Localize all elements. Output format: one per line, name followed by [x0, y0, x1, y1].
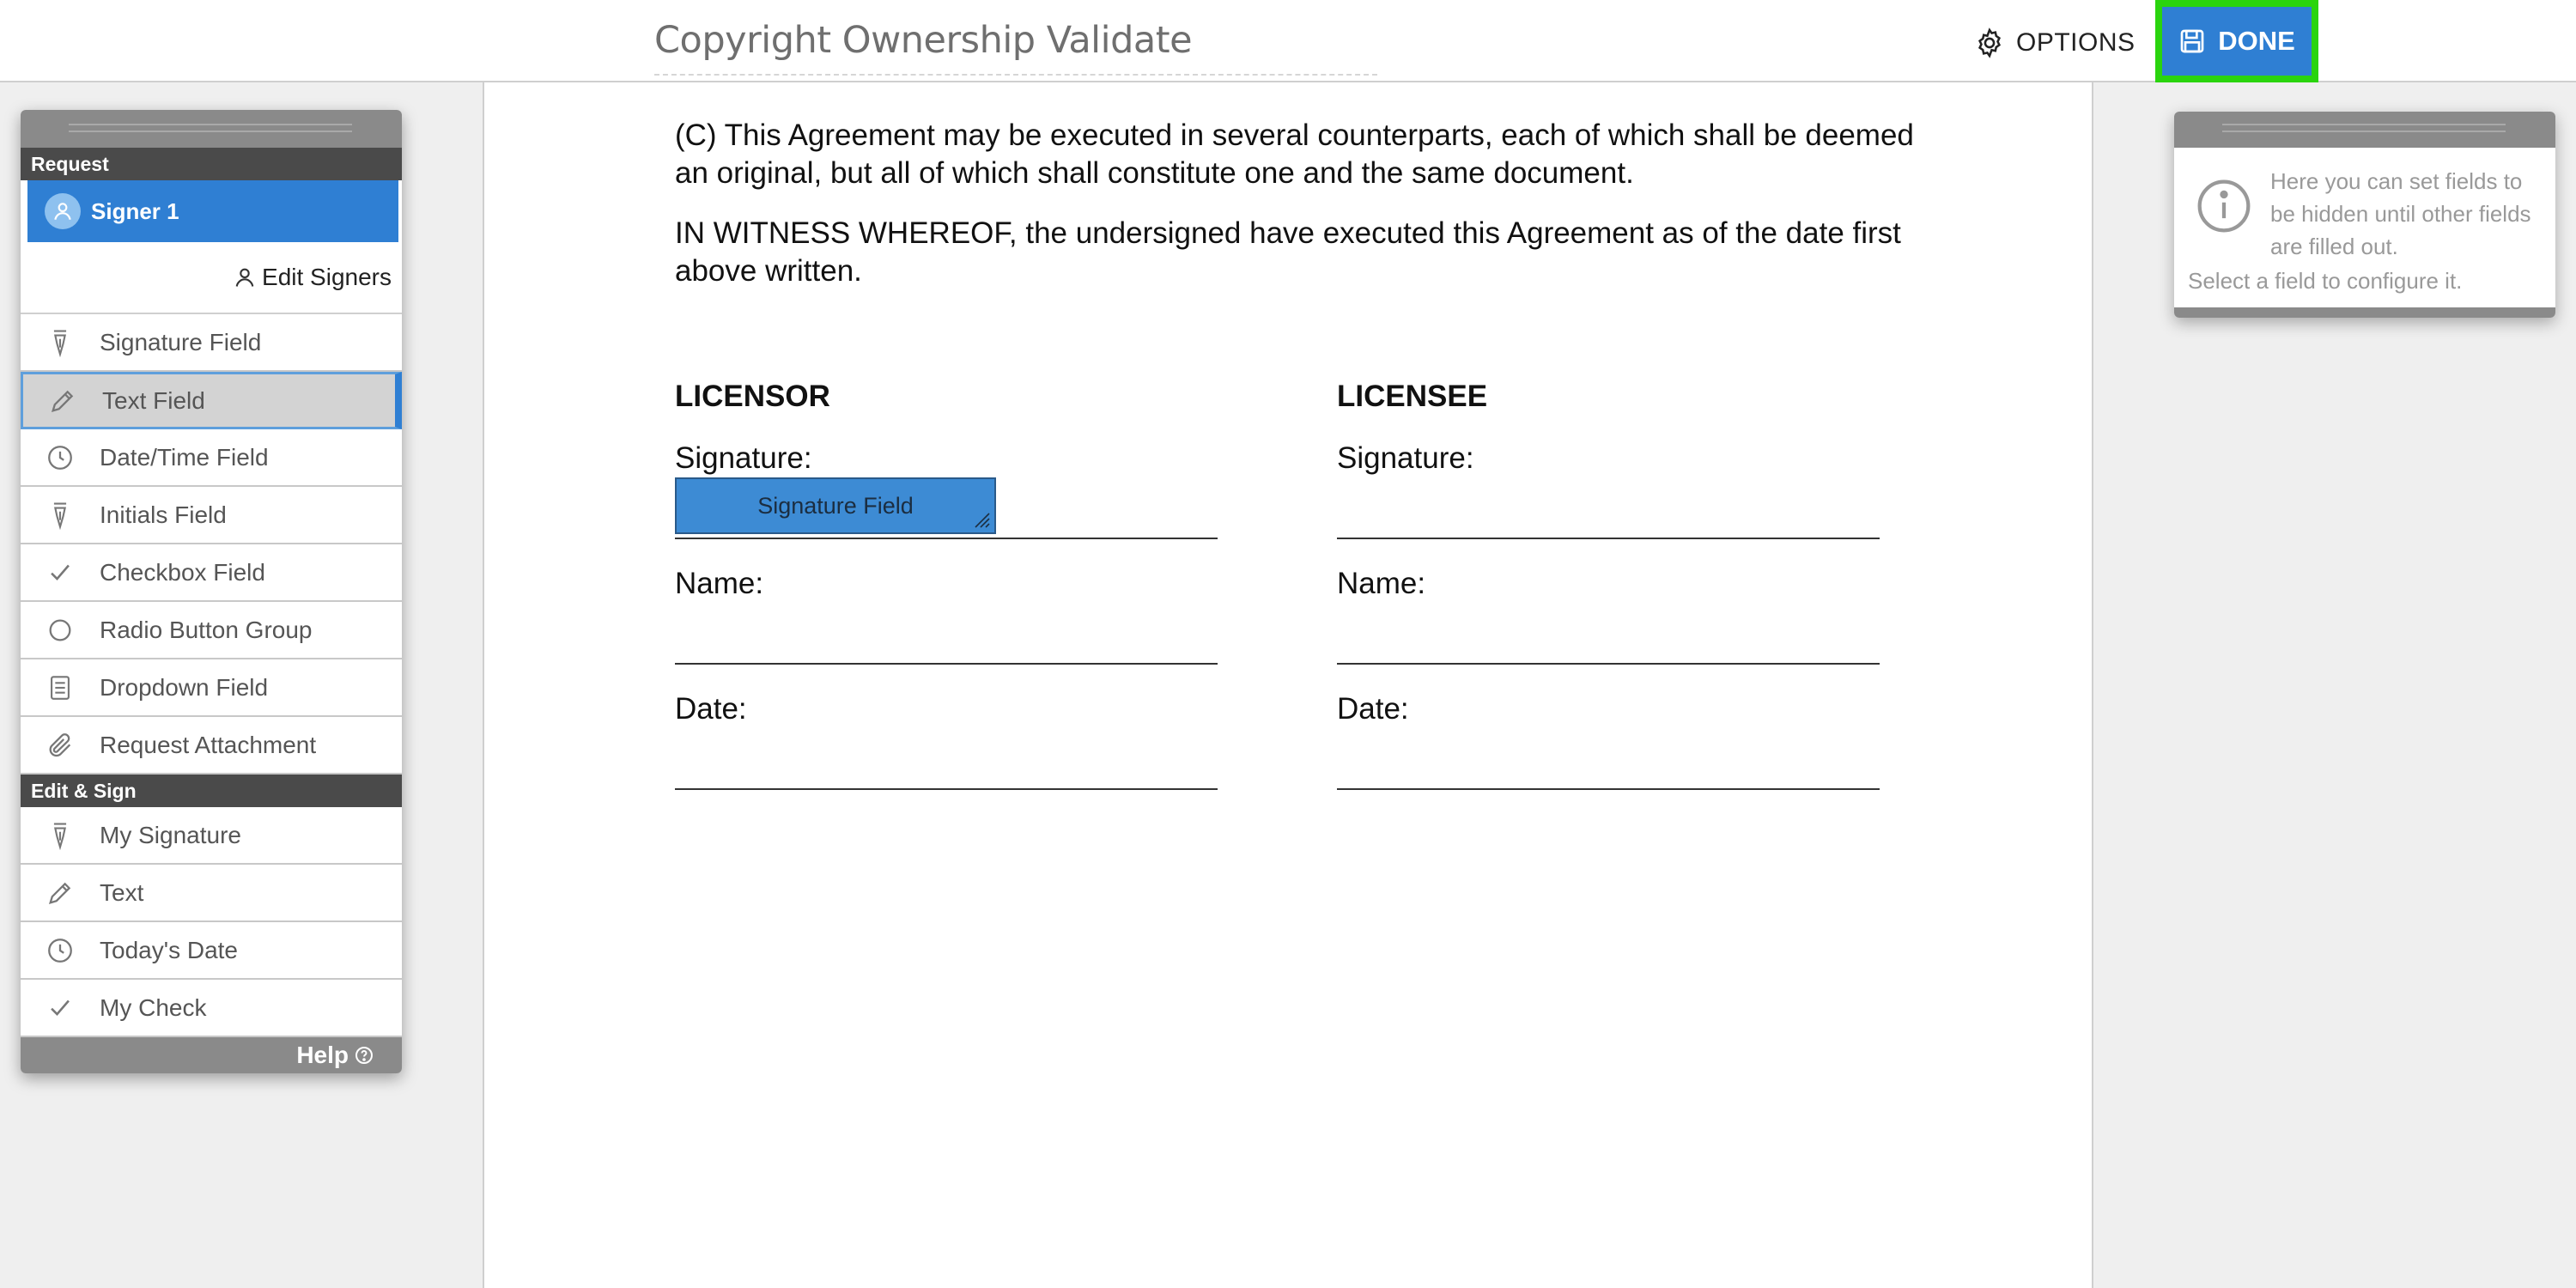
tool-label: Signature Field	[100, 328, 262, 355]
tool-text[interactable]	[21, 865, 402, 922]
radio-circle-icon	[21, 616, 100, 645]
tool-label: Radio Button Group	[100, 616, 313, 643]
tool-label: My Signature	[100, 821, 241, 848]
conditional-fields-info	[2174, 112, 2555, 318]
licensor-date-label: Date:	[675, 692, 747, 726]
licensor-signature-line	[675, 538, 1218, 539]
options-label: OPTIONS	[2016, 28, 2136, 57]
licensee-name-line	[1337, 663, 1880, 665]
checkmark-icon	[21, 558, 100, 587]
edit-sign-tools-list	[21, 807, 402, 1037]
question-circle-icon	[354, 1045, 374, 1066]
request-tools-list	[21, 314, 402, 775]
save-icon	[2178, 27, 2206, 55]
help-button[interactable]	[21, 1037, 402, 1073]
gear-icon	[1973, 27, 2006, 59]
licensor-name-label: Name:	[675, 567, 764, 600]
licensor-date-line	[675, 788, 1218, 790]
edit-signers-label: Edit Signers	[262, 264, 392, 290]
licensee-date-line	[1337, 788, 1880, 790]
pen-nib-icon	[21, 821, 100, 850]
tool-initials-field[interactable]	[21, 487, 402, 544]
edit-sign-section-header: Edit & Sign	[21, 775, 402, 807]
tool-label: Date/Time Field	[100, 443, 269, 471]
pen-nib-icon	[21, 328, 100, 357]
top-bar	[0, 0, 2576, 82]
pencil-icon	[23, 386, 102, 416]
paragraph-counterparts: (C) This Agreement may be executed in several counterparts, each of which shall be deemed an original, but all of which shall constitute one and the same document.	[675, 118, 1914, 190]
licensee-signature-line	[1337, 538, 1880, 539]
tool-dropdown-field[interactable]	[21, 659, 402, 717]
document-title[interactable]: Copyright Ownership Validate	[654, 19, 1377, 76]
tool-label: Dropdown Field	[100, 673, 269, 701]
request-section-header: Request	[21, 148, 402, 180]
options-button[interactable]	[1973, 26, 2136, 60]
info-text: Here you can set fields to be hidden until other fields are filled out.	[2270, 168, 2531, 259]
help-label: Help	[296, 1042, 349, 1068]
placed-signature-field-label: Signature Field	[757, 492, 914, 519]
signer-selector[interactable]	[27, 180, 398, 242]
signer-name: Signer 1	[91, 197, 179, 224]
person-icon	[233, 265, 257, 289]
user-avatar-icon	[45, 193, 81, 229]
clock-icon	[21, 443, 100, 472]
dropdown-list-icon	[21, 673, 100, 702]
tool-signature-field[interactable]	[21, 314, 402, 372]
tool-label: Checkbox Field	[100, 558, 265, 586]
tool-date-time-field[interactable]	[21, 429, 402, 487]
tool-label: Text Field	[102, 386, 205, 414]
licensee-heading: LICENSEE	[1337, 380, 1488, 413]
tool-label: Request Attachment	[100, 731, 317, 758]
paragraph-witness: IN WITNESS WHEREOF, the undersigned have executed this Agreement as of the date first above written.	[675, 216, 1901, 288]
licensor-name-line	[675, 663, 1218, 665]
info-icon	[2195, 177, 2253, 235]
tool-checkbox-field[interactable]	[21, 544, 402, 602]
done-button[interactable]	[2155, 0, 2318, 82]
paperclip-icon	[21, 731, 100, 760]
done-button-inner[interactable]	[2162, 7, 2312, 76]
licensee-name-label: Name:	[1337, 567, 1426, 600]
tool-today-s-date[interactable]	[21, 922, 402, 980]
tool-radio-button-group[interactable]	[21, 602, 402, 659]
edit-signers-button[interactable]	[21, 242, 402, 314]
licensor-heading: LICENSOR	[675, 380, 830, 413]
licensor-signature-label: Signature:	[675, 441, 812, 475]
resize-handle-icon[interactable]	[972, 510, 991, 529]
tool-text-field[interactable]	[21, 372, 402, 429]
tool-label: Text	[100, 878, 144, 906]
placed-signature-field[interactable]	[675, 477, 996, 534]
tool-label: My Check	[100, 993, 207, 1021]
info-subtext: Select a field to configure it.	[2188, 268, 2463, 294]
tool-request-attachment[interactable]	[21, 717, 402, 775]
licensee-date-label: Date:	[1337, 692, 1409, 726]
tool-label: Initials Field	[100, 501, 227, 528]
document-page[interactable]	[483, 82, 2093, 1288]
field-tools-panel	[21, 110, 402, 1073]
clock-icon	[21, 936, 100, 965]
checkmark-icon	[21, 993, 100, 1023]
panel-drag-handle[interactable]	[21, 110, 402, 148]
tool-my-check[interactable]	[21, 980, 402, 1037]
tool-my-signature[interactable]	[21, 807, 402, 865]
info-drag-handle[interactable]	[2174, 112, 2555, 148]
pencil-icon	[21, 878, 100, 908]
done-label: DONE	[2218, 26, 2295, 56]
pen-nib-icon	[21, 501, 100, 530]
tool-label: Today's Date	[100, 936, 238, 963]
licensee-signature-label: Signature:	[1337, 441, 1474, 475]
